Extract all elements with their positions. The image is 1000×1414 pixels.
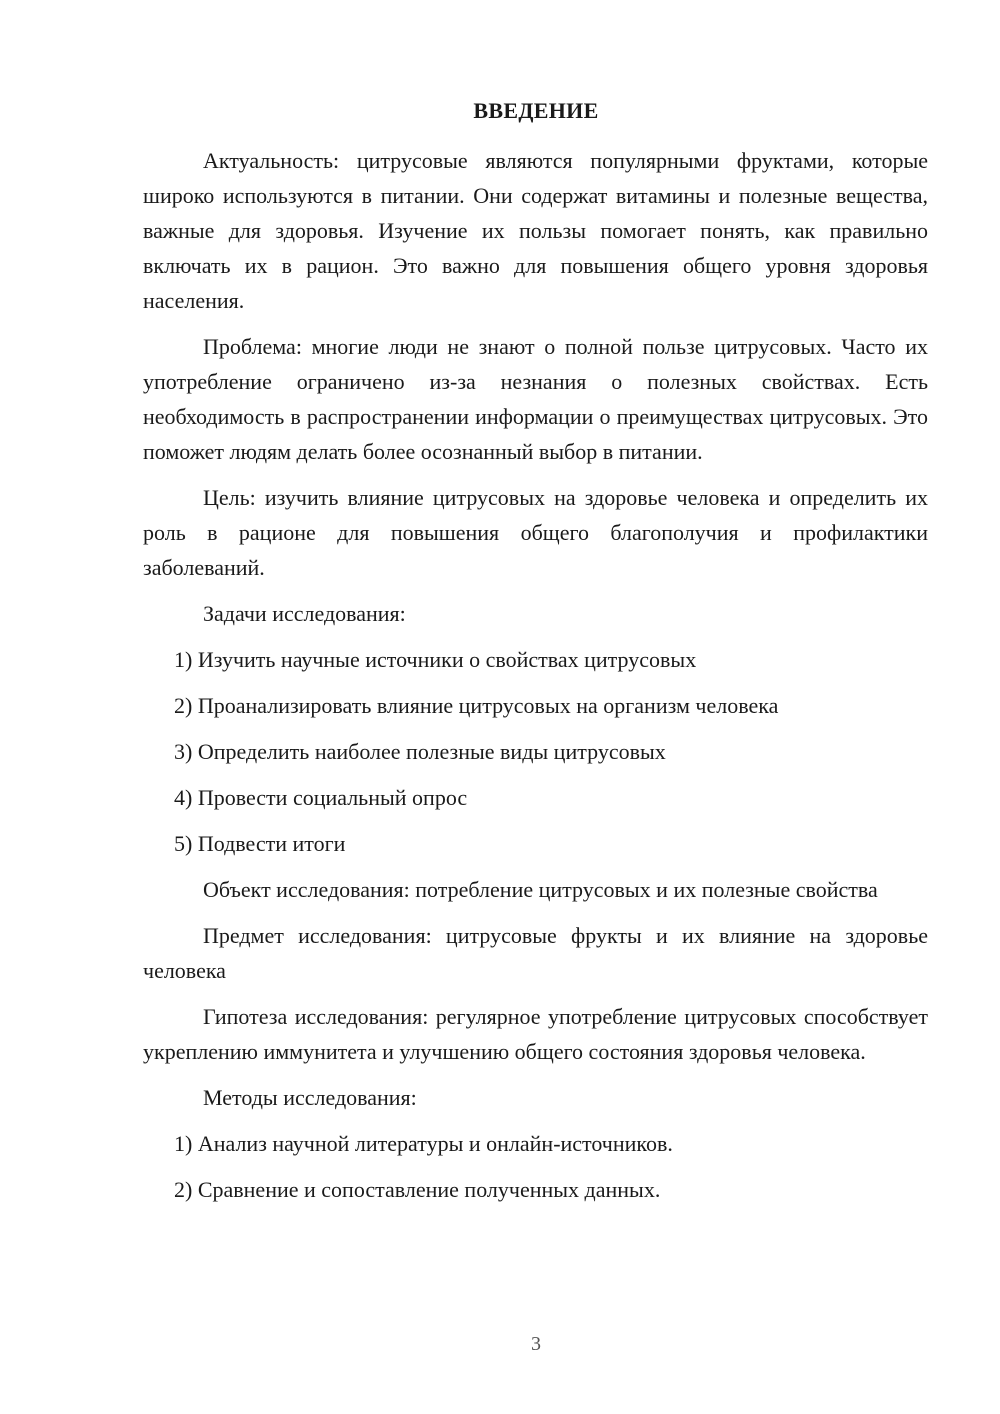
list-item: 4) Провести социальный опрос bbox=[174, 785, 468, 810]
page-number: 3 bbox=[531, 1333, 541, 1355]
list-item: 1) Анализ научной литературы и онлайн-источников. bbox=[174, 1131, 673, 1156]
paragraph-hypothesis: Гипотеза исследования: регулярное употребление цитрусовых способствует укреплению иммунитета и улучшению общего состояния здоровья человека. bbox=[143, 1004, 928, 1064]
paragraph-goal: Цель: изучить влияние цитрусовых на здоровье человека и определить их роль в рационе для повышения общего благополучия и профилактики заболеваний. bbox=[143, 485, 928, 580]
tasks-list bbox=[143, 642, 928, 861]
list-item: 5) Подвести итоги bbox=[174, 831, 346, 856]
page-title: ВВЕДЕНИЕ bbox=[473, 98, 599, 123]
document-body bbox=[143, 143, 928, 1207]
paragraph-object: Объект исследования: потребление цитрусовых и их полезные свойства bbox=[203, 877, 878, 902]
list-item: 3) Определить наиболее полезные виды цитрусовых bbox=[174, 739, 666, 764]
list-item: 2) Сравнение и сопоставление полученных данных. bbox=[174, 1177, 661, 1202]
paragraph-subject: Предмет исследования: цитрусовые фрукты и их влияние на здоровье человека bbox=[143, 923, 928, 983]
methods-list bbox=[143, 1126, 928, 1207]
methods-heading: Методы исследования: bbox=[203, 1085, 417, 1110]
paragraph-problem: Проблема: многие люди не знают о полной пользе цитрусовых. Часто их употребление ограничено из-за незнания о полезных свойствах. Есть необходимость в распространении информации о преимуществах цитрусовых. Это поможет людям делать более осознанный выбор в питании. bbox=[143, 334, 928, 464]
list-item: 1) Изучить научные источники о свойствах цитрусовых bbox=[174, 647, 697, 672]
paragraph-relevance: Актуальность: цитрусовые являются популярными фруктами, которые широко используются в питании. Они содержат витамины и полезные вещества, важные для здоровья. Изучение их пользы помогает понять, как правильно включать их в рацион. Это важно для повышения общего уровня здоровья населения. bbox=[143, 148, 928, 313]
tasks-heading: Задачи исследования: bbox=[203, 601, 406, 626]
list-item: 2) Проанализировать влияние цитрусовых на организм человека bbox=[174, 693, 779, 718]
